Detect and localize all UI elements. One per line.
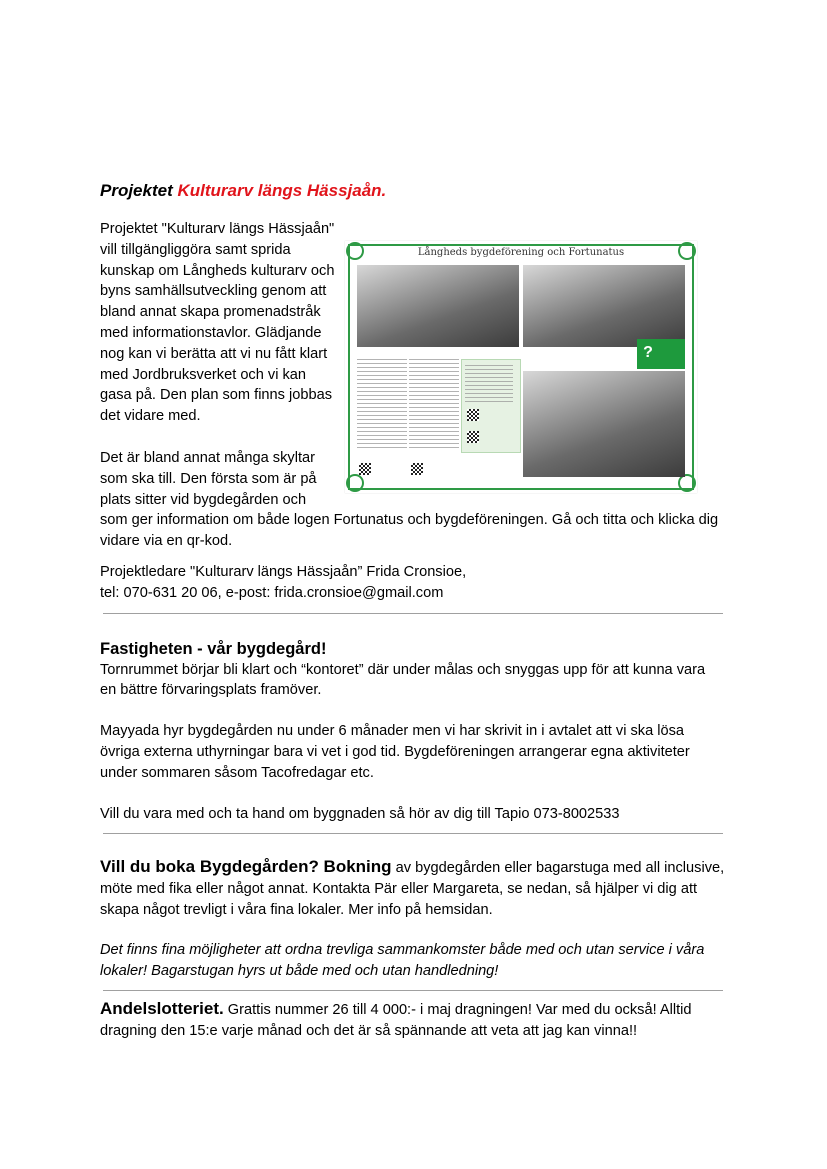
poster-photo-village — [357, 265, 519, 347]
bokning-italic-note: Det finns fina möjligheter att ordna trevliga sammankomster både med och utan service i våra lokaler! Bagarstugan hyrs ut både med och utan handledning! — [100, 941, 705, 979]
section-title-bokning: Vill du boka Bygdegården? Bokning — [100, 857, 392, 877]
document-page — [100, 180, 725, 1042]
lotteri-paragraph — [100, 999, 725, 1042]
project-contact: tel: 070-631 20 06, e-post: frida.cronsioe@gmail.com — [100, 584, 444, 601]
section-title-lotteri: Andelslotteriet. — [100, 999, 224, 1019]
kulturarv-paragraph-1: Projektet "Kulturarv längs Hässjaån" vill tillgängliggöra samt sprida kunskap om Långheds kulturarv och byns samhällsutveckling genom att bland annat skapa promenadstråk med informationstavlor. Glädjande nog kan vi berätta att vi nu fått klart med Jordbruksverket och vi kan gasa på. Den plan som finns jobbas det vidare med. — [100, 221, 335, 425]
bokning-text: av bygdegården eller bagarstuga med all inclusive, möte med fika eller något annat. Kontakta Pär eller Margareta, se nedan, så hjälper vi dig att skapa något trevligt i våra fina lokaler. Mer info på hemsidan. — [100, 860, 725, 918]
poster-text-block — [409, 359, 459, 449]
lotteri-text: Grattis nummer 26 till 4 000:- i maj dragningen! Var med du också! Alltid dragning den 15:e varje månad och det är så spännande att veta att jag kan vinna!! — [100, 1002, 692, 1040]
poster-image — [345, 241, 697, 493]
fastigheten-paragraph-3: Vill du vara med och ta hand om byggnaden så hör av dig till Tapio 073-8002533 — [100, 805, 620, 822]
project-leader: Projektledare "Kulturarv längs Hässjaån” Frida Cronsioe, — [100, 563, 467, 580]
poster-qr-code — [467, 409, 479, 421]
section-title-kulturarv — [100, 180, 725, 202]
bokning-paragraph — [100, 857, 725, 920]
title-prefix: Projektet — [100, 181, 178, 200]
fastigheten-paragraph-1: Tornrummet börjar bli klart och “kontoret” där under målas och snyggas upp för att kunna vara en bättre förvaringsplats framöver. — [100, 661, 706, 699]
kulturarv-paragraph-2: Det är bland annat många skyltar som ska till. Den första som är på plats sitter vid bygdegården och som ger information om både logen Fortunatus och bygdeföreningen. Gå och titta och klicka dig vidare via en qr-kod. — [100, 449, 719, 550]
poster-photo-street — [523, 265, 685, 347]
fastigheten-paragraph-2: Mayyada hyr bygdegården nu under 6 månader men vi har skrivit in i avtalet att vi ska lösa övriga externa uthyrningar bara vi vet i god tid. Bygdeföreningen arrangerar egna aktiviteter under sommaren såsom Tacofredagar etc. — [100, 723, 690, 781]
section-title-fastigheten: Fastigheten - vår bygdegård! — [100, 639, 327, 658]
title-highlight: Kulturarv längs Hässjaån. — [177, 181, 387, 200]
poster-qr-code — [359, 463, 371, 475]
poster-qr-code — [467, 431, 479, 443]
poster-text-block — [465, 365, 513, 405]
poster-text-block — [357, 359, 407, 449]
poster-title: Långheds bygdeförening och Fortunatus — [417, 247, 625, 258]
question-mark-icon: ? — [637, 342, 659, 364]
poster-photo-road — [523, 371, 685, 477]
poster-qr-code — [411, 463, 423, 475]
poster-corner-ornament — [346, 474, 364, 492]
